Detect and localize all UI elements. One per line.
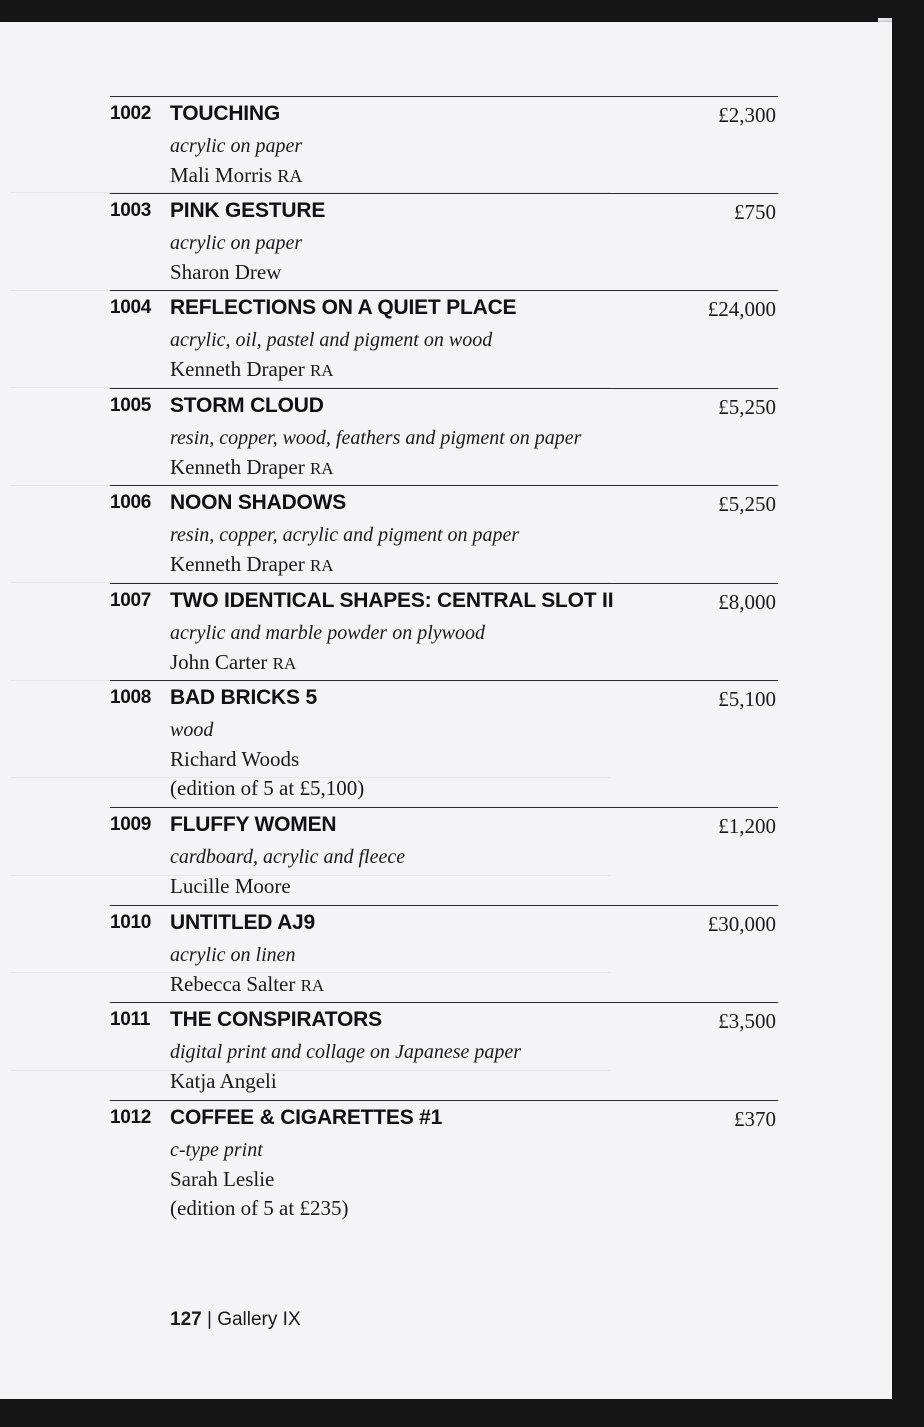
entry-price: £1,200	[718, 814, 776, 838]
catalogue-entry	[110, 680, 778, 807]
entry-medium: acrylic on linen	[170, 944, 296, 966]
artist-name: Kenneth Draper	[170, 455, 305, 479]
entry-title: THE CONSPIRATORS	[170, 1008, 382, 1031]
entry-title: NOON SHADOWS	[170, 491, 347, 514]
entry-price: £5,100	[718, 687, 776, 711]
entry-title: REFLECTIONS ON A QUIET PLACE	[170, 296, 517, 319]
entry-artist	[170, 357, 334, 382]
entry-number: 1003	[110, 200, 152, 221]
entry-artist	[170, 1069, 277, 1094]
catalogue-entry	[110, 1002, 778, 1099]
entry-medium: resin, copper, acrylic and pigment on paper	[170, 524, 520, 546]
entry-artist	[170, 260, 281, 285]
entry-price: £370	[734, 1107, 776, 1131]
artist-name: Rebecca Salter	[170, 972, 296, 996]
artist-name: Kenneth Draper	[170, 357, 305, 381]
catalogue-page	[0, 22, 892, 1399]
entry-number: 1012	[110, 1107, 152, 1128]
entry-price: £2,300	[718, 103, 776, 127]
entry-price: £5,250	[718, 492, 776, 516]
artist-suffix: RA	[309, 556, 334, 575]
entry-medium: wood	[170, 719, 214, 741]
entry-artist	[170, 552, 334, 577]
entry-title: STORM CLOUD	[170, 394, 324, 417]
entry-medium: acrylic and marble powder on plywood	[170, 622, 485, 644]
entry-artist	[170, 455, 334, 480]
catalogue-entry	[110, 583, 778, 680]
entry-medium: resin, copper, wood, feathers and pigment on paper	[170, 427, 582, 449]
catalogue-entry	[110, 1100, 778, 1227]
entry-medium: acrylic on paper	[170, 135, 303, 157]
entry-number: 1002	[110, 103, 152, 124]
artist-name: Richard Woods	[170, 747, 300, 771]
catalogue-entry	[110, 905, 778, 1002]
catalogue-entry	[110, 807, 778, 904]
artist-suffix: RA	[272, 654, 297, 673]
entry-title: COFFEE & CIGARETTES #1	[170, 1106, 443, 1129]
catalogue-entry	[110, 485, 778, 582]
entry-medium: c-type print	[170, 1139, 263, 1161]
entry-price: £5,250	[718, 395, 776, 419]
page-footer	[170, 1309, 301, 1331]
entry-medium: cardboard, acrylic and fleece	[170, 846, 406, 868]
entry-number: 1005	[110, 395, 152, 416]
artist-suffix: RA	[277, 166, 303, 186]
entry-medium: acrylic on paper	[170, 232, 303, 254]
entry-artist	[170, 1167, 274, 1192]
catalogue-entry	[110, 193, 778, 290]
entry-medium: digital print and collage on Japanese paper	[170, 1041, 522, 1063]
entry-artist	[170, 874, 291, 899]
entry-price: £750	[734, 200, 776, 224]
entry-price: £30,000	[707, 912, 776, 936]
entry-title: PINK GESTURE	[170, 199, 326, 222]
section-name: Gallery IX	[217, 1309, 301, 1330]
artist-name: Sarah Leslie	[170, 1167, 275, 1191]
artist-suffix: RA	[309, 361, 334, 380]
entry-number: 1010	[110, 912, 152, 933]
entry-artist	[170, 650, 296, 675]
entry-title: TWO IDENTICAL SHAPES: CENTRAL SLOT II	[170, 589, 614, 612]
entry-number: 1004	[110, 297, 152, 318]
entry-number: 1008	[110, 687, 152, 708]
entry-number: 1009	[110, 814, 152, 835]
entry-number: 1011	[110, 1009, 151, 1030]
entry-edition: (edition of 5 at £235)	[170, 1196, 349, 1220]
artist-name: Sharon Drew	[170, 260, 282, 284]
entry-title: FLUFFY WOMEN	[170, 813, 337, 836]
entry-medium: acrylic, oil, pastel and pigment on wood	[170, 329, 493, 351]
artist-name: Kenneth Draper	[170, 552, 305, 576]
entry-title: TOUCHING	[170, 102, 281, 125]
entry-edition: (edition of 5 at £5,100)	[170, 776, 365, 800]
footer-separator: |	[206, 1309, 212, 1330]
artist-name: John Carter	[170, 650, 268, 674]
catalogue-entry	[110, 290, 778, 387]
entry-price: £24,000	[707, 297, 776, 321]
entry-artist	[170, 163, 302, 188]
entry-number: 1007	[110, 590, 152, 611]
entry-title: BAD BRICKS 5	[170, 686, 317, 709]
entry-artist	[170, 972, 324, 997]
catalogue-entry	[110, 388, 778, 485]
artist-suffix: RA	[309, 459, 334, 478]
artist-name: Mali Morris	[170, 163, 273, 187]
page-number: 127	[170, 1309, 202, 1330]
entry-artist	[170, 747, 299, 772]
entry-number: 1006	[110, 492, 152, 513]
artist-suffix: RA	[300, 976, 325, 995]
entry-price: £3,500	[718, 1009, 776, 1033]
entry-price: £8,000	[718, 590, 776, 614]
entry-title: UNTITLED AJ9	[170, 911, 315, 934]
artist-name: Lucille Moore	[170, 874, 291, 898]
catalogue-entry	[110, 96, 778, 193]
artist-name: Katja Angeli	[170, 1069, 277, 1093]
